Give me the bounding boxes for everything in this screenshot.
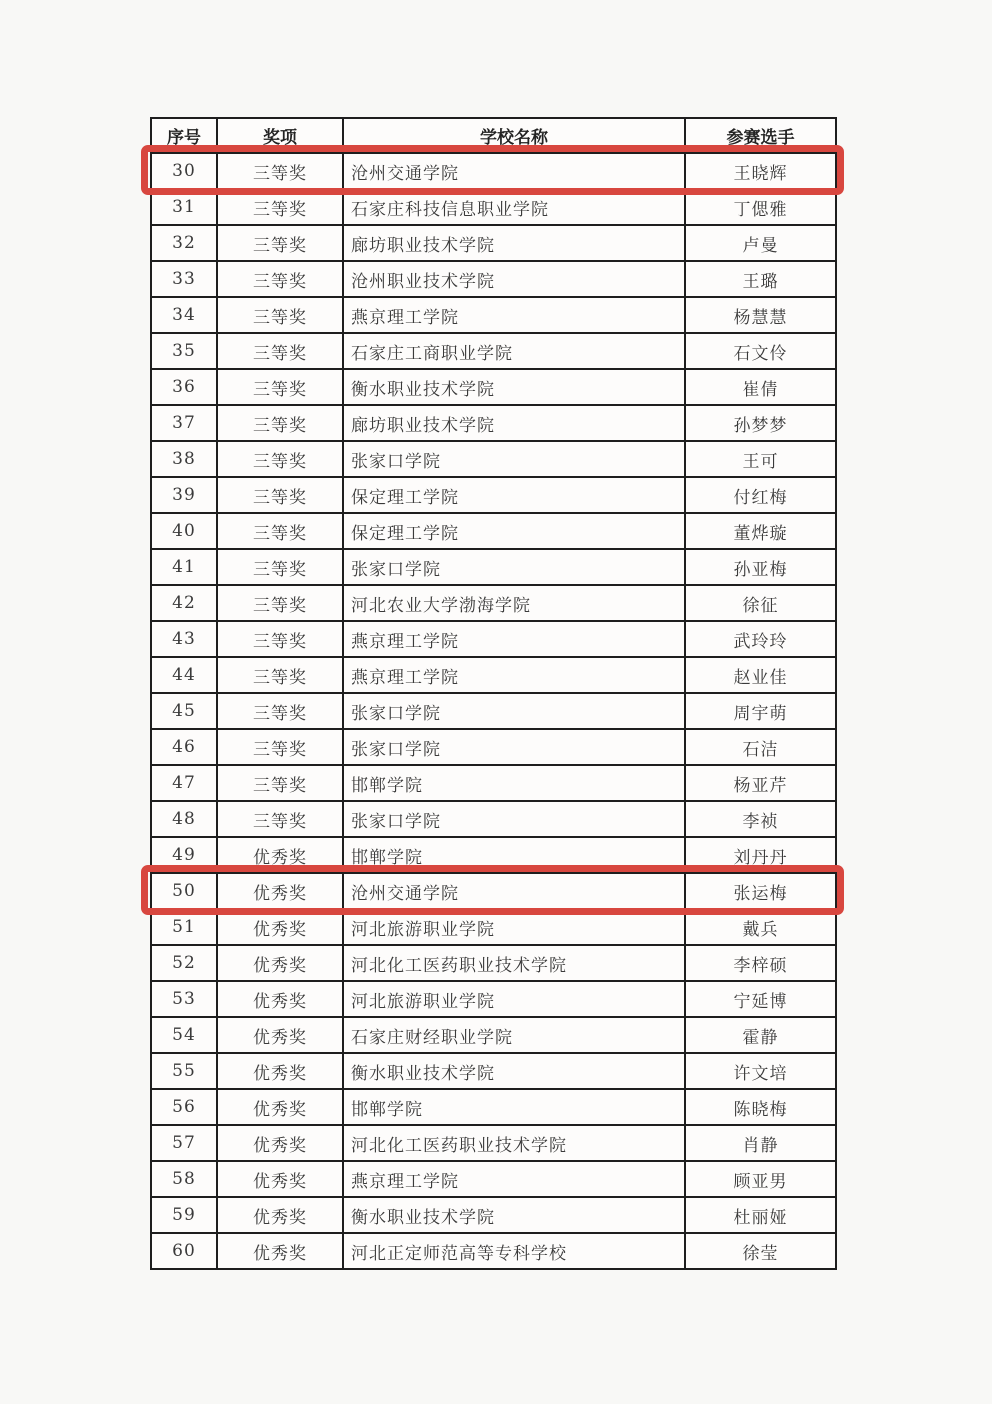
header-row	[151, 118, 836, 153]
cell-school: 张家口学院	[343, 801, 685, 837]
cell-no: 46	[151, 729, 217, 765]
cell-contestant: 付红梅	[685, 477, 836, 513]
cell-no: 38	[151, 441, 217, 477]
cell-contestant: 孙梦梦	[685, 405, 836, 441]
table-row	[151, 765, 836, 801]
cell-school: 燕京理工学院	[343, 621, 685, 657]
cell-school: 石家庄科技信息职业学院	[343, 189, 685, 225]
cell-award: 三等奖	[217, 441, 343, 477]
cell-school: 石家庄财经职业学院	[343, 1017, 685, 1053]
table-row	[151, 225, 836, 261]
cell-no: 30	[151, 153, 217, 189]
table-row	[151, 261, 836, 297]
cell-no: 35	[151, 333, 217, 369]
cell-award: 优秀奖	[217, 1125, 343, 1161]
cell-school: 张家口学院	[343, 693, 685, 729]
cell-no: 31	[151, 189, 217, 225]
table-row	[151, 693, 836, 729]
cell-school: 邯郸学院	[343, 1089, 685, 1125]
cell-award: 三等奖	[217, 585, 343, 621]
table-row	[151, 153, 836, 189]
cell-contestant: 董烨璇	[685, 513, 836, 549]
awards-table-body	[151, 153, 836, 1269]
cell-award: 三等奖	[217, 477, 343, 513]
cell-contestant: 霍静	[685, 1017, 836, 1053]
cell-contestant: 许文培	[685, 1053, 836, 1089]
cell-no: 39	[151, 477, 217, 513]
cell-school: 张家口学院	[343, 729, 685, 765]
cell-contestant: 孙亚梅	[685, 549, 836, 585]
cell-contestant: 王晓辉	[685, 153, 836, 189]
cell-no: 48	[151, 801, 217, 837]
cell-no: 60	[151, 1233, 217, 1269]
cell-contestant: 石文伶	[685, 333, 836, 369]
cell-contestant: 杨亚芹	[685, 765, 836, 801]
cell-contestant: 周宇萌	[685, 693, 836, 729]
cell-contestant: 戴兵	[685, 909, 836, 945]
cell-school: 河北旅游职业学院	[343, 909, 685, 945]
cell-no: 33	[151, 261, 217, 297]
cell-contestant: 崔倩	[685, 369, 836, 405]
cell-award: 三等奖	[217, 801, 343, 837]
table-row	[151, 909, 836, 945]
cell-school: 张家口学院	[343, 549, 685, 585]
table-row	[151, 1233, 836, 1269]
cell-award: 三等奖	[217, 405, 343, 441]
cell-award: 优秀奖	[217, 1161, 343, 1197]
cell-school: 衡水职业技术学院	[343, 1053, 685, 1089]
table-row	[151, 945, 836, 981]
cell-no: 32	[151, 225, 217, 261]
cell-award: 优秀奖	[217, 909, 343, 945]
cell-school: 河北正定师范高等专科学校	[343, 1233, 685, 1269]
table-row	[151, 1197, 836, 1233]
cell-award: 三等奖	[217, 765, 343, 801]
cell-award: 优秀奖	[217, 837, 343, 873]
cell-award: 三等奖	[217, 225, 343, 261]
table-row	[151, 801, 836, 837]
table-row	[151, 657, 836, 693]
cell-award: 优秀奖	[217, 1053, 343, 1089]
cell-award: 三等奖	[217, 729, 343, 765]
cell-contestant: 杜丽娅	[685, 1197, 836, 1233]
table-row	[151, 1053, 836, 1089]
cell-no: 49	[151, 837, 217, 873]
cell-award: 三等奖	[217, 513, 343, 549]
cell-contestant: 王可	[685, 441, 836, 477]
cell-school: 保定理工学院	[343, 513, 685, 549]
cell-award: 三等奖	[217, 333, 343, 369]
cell-no: 54	[151, 1017, 217, 1053]
cell-award: 三等奖	[217, 189, 343, 225]
cell-contestant: 卢曼	[685, 225, 836, 261]
table-row	[151, 837, 836, 873]
cell-school: 衡水职业技术学院	[343, 369, 685, 405]
col-header-award: 奖项	[217, 118, 343, 153]
cell-award: 优秀奖	[217, 873, 343, 909]
table-row	[151, 333, 836, 369]
cell-school: 燕京理工学院	[343, 657, 685, 693]
cell-contestant: 刘丹丹	[685, 837, 836, 873]
cell-award: 三等奖	[217, 369, 343, 405]
cell-school: 衡水职业技术学院	[343, 1197, 685, 1233]
cell-school: 廊坊职业技术学院	[343, 225, 685, 261]
table-row	[151, 549, 836, 585]
table-row	[151, 981, 836, 1017]
col-header-contestant: 参赛选手	[685, 118, 836, 153]
table-row	[151, 441, 836, 477]
col-header-no: 序号	[151, 118, 217, 153]
cell-contestant: 张运梅	[685, 873, 836, 909]
table-row	[151, 477, 836, 513]
cell-no: 53	[151, 981, 217, 1017]
cell-school: 保定理工学院	[343, 477, 685, 513]
table-row	[151, 513, 836, 549]
cell-contestant: 徐莹	[685, 1233, 836, 1269]
cell-contestant: 肖静	[685, 1125, 836, 1161]
cell-contestant: 徐征	[685, 585, 836, 621]
table-row	[151, 729, 836, 765]
cell-no: 37	[151, 405, 217, 441]
cell-award: 三等奖	[217, 621, 343, 657]
cell-contestant: 武玲玲	[685, 621, 836, 657]
cell-no: 51	[151, 909, 217, 945]
cell-school: 燕京理工学院	[343, 297, 685, 333]
cell-contestant: 王璐	[685, 261, 836, 297]
cell-no: 44	[151, 657, 217, 693]
cell-no: 57	[151, 1125, 217, 1161]
cell-award: 优秀奖	[217, 1233, 343, 1269]
table-row	[151, 1089, 836, 1125]
awards-table	[150, 117, 837, 1270]
table-row	[151, 369, 836, 405]
cell-no: 40	[151, 513, 217, 549]
cell-no: 43	[151, 621, 217, 657]
cell-no: 56	[151, 1089, 217, 1125]
table-row	[151, 189, 836, 225]
cell-no: 47	[151, 765, 217, 801]
cell-contestant: 丁偲雅	[685, 189, 836, 225]
table-row	[151, 297, 836, 333]
cell-school: 沧州交通学院	[343, 873, 685, 909]
cell-no: 41	[151, 549, 217, 585]
cell-school: 邯郸学院	[343, 837, 685, 873]
cell-no: 34	[151, 297, 217, 333]
cell-award: 优秀奖	[217, 1197, 343, 1233]
awards-table-header	[151, 118, 836, 153]
cell-no: 52	[151, 945, 217, 981]
cell-award: 优秀奖	[217, 945, 343, 981]
cell-school: 河北化工医药职业技术学院	[343, 1125, 685, 1161]
table-row	[151, 405, 836, 441]
cell-award: 优秀奖	[217, 981, 343, 1017]
cell-no: 42	[151, 585, 217, 621]
cell-contestant: 杨慧慧	[685, 297, 836, 333]
awards-table-container	[150, 117, 835, 1270]
cell-no: 45	[151, 693, 217, 729]
cell-contestant: 李梓硕	[685, 945, 836, 981]
cell-award: 优秀奖	[217, 1089, 343, 1125]
table-row	[151, 873, 836, 909]
cell-contestant: 石洁	[685, 729, 836, 765]
table-row	[151, 1125, 836, 1161]
cell-school: 河北农业大学渤海学院	[343, 585, 685, 621]
cell-no: 50	[151, 873, 217, 909]
table-row	[151, 1017, 836, 1053]
cell-school: 河北化工医药职业技术学院	[343, 945, 685, 981]
cell-contestant: 顾亚男	[685, 1161, 836, 1197]
cell-award: 三等奖	[217, 153, 343, 189]
cell-school: 沧州交通学院	[343, 153, 685, 189]
cell-school: 河北旅游职业学院	[343, 981, 685, 1017]
cell-school: 邯郸学院	[343, 765, 685, 801]
cell-no: 58	[151, 1161, 217, 1197]
table-row	[151, 1161, 836, 1197]
col-header-school: 学校名称	[343, 118, 685, 153]
cell-school: 张家口学院	[343, 441, 685, 477]
cell-no: 55	[151, 1053, 217, 1089]
cell-award: 三等奖	[217, 261, 343, 297]
cell-school: 燕京理工学院	[343, 1161, 685, 1197]
cell-contestant: 宁延博	[685, 981, 836, 1017]
cell-school: 沧州职业技术学院	[343, 261, 685, 297]
cell-award: 三等奖	[217, 693, 343, 729]
cell-award: 三等奖	[217, 297, 343, 333]
cell-award: 三等奖	[217, 549, 343, 585]
cell-no: 36	[151, 369, 217, 405]
cell-school: 石家庄工商职业学院	[343, 333, 685, 369]
cell-award: 三等奖	[217, 657, 343, 693]
cell-contestant: 赵业佳	[685, 657, 836, 693]
cell-award: 优秀奖	[217, 1017, 343, 1053]
table-row	[151, 621, 836, 657]
cell-contestant: 李祯	[685, 801, 836, 837]
cell-school: 廊坊职业技术学院	[343, 405, 685, 441]
cell-no: 59	[151, 1197, 217, 1233]
cell-contestant: 陈晓梅	[685, 1089, 836, 1125]
table-row	[151, 585, 836, 621]
